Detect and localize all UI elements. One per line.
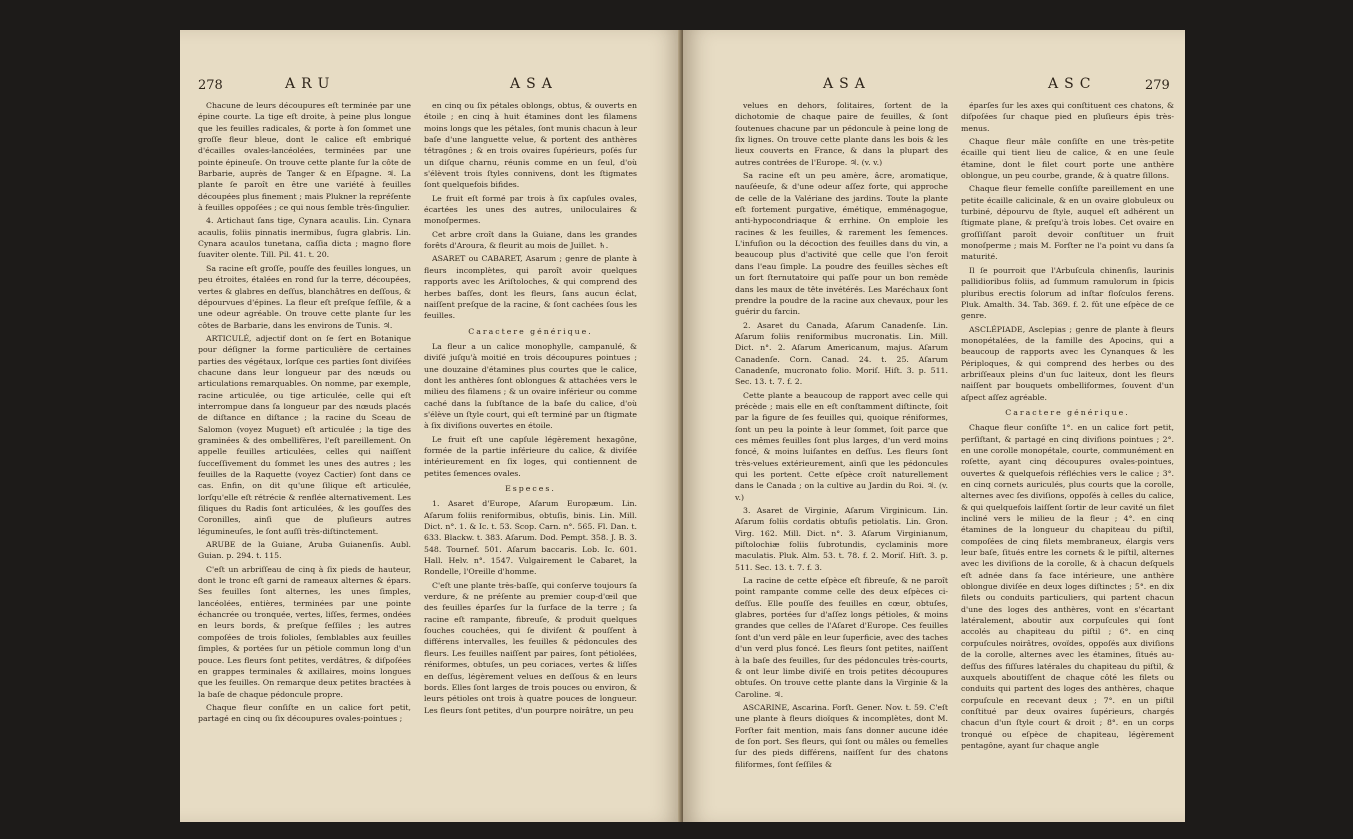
paragraph: Chaque fleur femelle conſiſte pareillement en une petite écaille calicinale, & en un ovaire globuleux ou turbiné, dépourvu de ſtyle, auquel eſt adhérent un ſtigmate plane, & preſqu'à trois lobes. Cet ovaire en groſſiſſant paroît devoir conſtituer un fruit monoſperme ; mais M. Forſter ne l'a point vu dans ſa maturité. xyxy=(961,184,1174,262)
paragraph: ARUBE de la Guiane, Aruba Guianenſis. Aubl. Guian. p. 294. t. 115. xyxy=(198,540,411,561)
right-page xyxy=(683,30,1185,822)
paragraph: Sa racine eſt groſſe, pouſſe des feuilles longues, un peu étroites, étalées en rond ſur la terre, découpées, vertes & glabres en deſſus, blanchâtres en deſſous, & dépourvues d'épines. La fleur eſt preſque ſeſſile, & a une odeur agréable. On trouve cette plante ſur les côtes de Barbarie, dans les environs de Tunis. ♃. xyxy=(198,263,411,330)
paragraph: 3. Asaret de Virginie, Aſarum Virginicum. Lin. Aſarum foliis cordatis obtuſis petiolatis. Lin. Gron. Virg. 162. Mill. Dict. n°. 3. Aſarum Virginianum, piſtolochiæ foliis ſubrotundis, cyclaminis more maculatis. Pluk. Alm. 53. t. 78. f. 2. Moriſ. Hiſt. 3. p. 511. Sec. 13. t. 7. f. 3. xyxy=(735,506,948,572)
paragraph: C'eſt un arbriſſeau de cinq à ſix pieds de hauteur, dont le tronc eſt garni de rameaux alternes & épars. Ses feuilles ſont alternes, les unes ſimples, lancéolées, entières, terminées par une pointe échancrée ou tronquée, vertes, liſſes, fermes, ondées en leurs bords, & preſque ſeſſiles ; les autres compoſées de trois folioles, ſemblables aux feuilles ſimples, & portées ſur un pétiole commun long d'un pouce. Les fleurs ſont petites, verdâtres, & diſpoſées en grappes terminales & axillaires, moins longues que les feuilles. On remarque deux petites bractées à la baſe de chaque pédoncule propre. xyxy=(198,564,411,699)
section-heading: Especes. xyxy=(505,484,556,493)
running-head-left: ARU xyxy=(285,76,336,92)
paragraph: 2. Asaret du Canada, Aſarum Canadenſe. Lin. Aſarum foliis reniformibus mucronatis. Lin. Mill. Dict. n°. 2. Aſarum Americanum, majus. Aſarum Canadenſe. Corn. Canad. 24. t. 25. Aſarum Canadenſe, mucronato folio. Moriſ. Hiſt. 3. p. 511. Sec. 13. t. 7. f. 2. xyxy=(735,320,948,387)
running-head-left: ASA xyxy=(823,76,871,92)
paragraph: Chaque fleur conſiſte 1°. en un calice fort petit, perſiſtant, & partagé en cinq diviſions pointues ; 2°. en une corolle monopétale, courte, communément en roſette, ayant cinq découpures ovales-pointues, ouvertes & quelquefois réfléchies vers le calice ; 3°. en cinq cornets auriculés, plus courts que la corolle, alternes avec ſes diviſions, oppoſés à celles du calice, & qui quelquefois laiſſent ſortir de leur cavité un filet incliné vers le milieu de la fleur ; 4°. en cinq étamines de la longueur du chapiteau du piſtil, compoſées de cinq filets membraneux, élargis vers leur baſe, ſitués entre les cornets & le piſtil, alternes avec les diviſions de la corolle, & à chacun deſquels eſt adnée dans ſa face intérieure, une anthère oblongue diviſée en deux loges diſtinctes ; 5°. en dix filets ou conduits particuliers, qui partent chacun d'une des loges des anthères, vont en s'écartant latéralement, aboutir aux corpuſcules qui ſont accolés au chapiteau du piſtil ; 6°. en cinq corpuſcules noirâtres, ovoïdes, oppoſés aux diviſions de la corolle, alternes avec les étamines, ſitués au-deſſus des fiſſures latérales du chapiteau du piſtil, & auxquels aboutiſſent de chaque côté les filets ou conduits qui partent des loges des anthères, chaque corpuſcule en recevant deux ; 7°. en un piſtil conſtitué par deux ovaires ſupérieurs, chargés chacun d'un ſtyle court & droit ; 8°. en un corps tronqué ou eſpèce de chapiteau, légèrement pentagône, ayant ſur chaque angle xyxy=(961,423,1174,750)
paragraph: éparſes ſur les axes qui conſtituent ces chatons, & diſpoſées ſur chaque pied en pluſieurs épis très-menus. xyxy=(961,101,1174,133)
paragraph: en cinq ou ſix pétales oblongs, obtus, & ouverts en étoile ; en cinq à huit étamines dont les filamens moins longs que les pétales, ſont munis chacun à leur baſe d'une languette velue, & portent des anthères tétragônes ; & en trois ovaires ſupérieurs, poſés ſur un diſque charnu, réunis comme en un ſeul, d'où s'élèvent trois ſtyles connivens, dont les ſtigmates ſont quelquefois bifides. xyxy=(424,101,637,190)
paragraph: Sa racine eſt un peu amère, âcre, aromatique, nauſéeuſe, & d'une odeur aſſez forte, qui approche de celle de la Valériane des jardins. Toute la plante eſt fortement purgative, émétique, emménagogue, anti-hypocondriaque & errhine. On emploie les racines & les feuilles, & rarement les ſemences. L'infuſion ou la décoction des feuilles dans du vin, a beaucoup plus d'activité que celle que l'on feroit dans l'eau ſimple. La poudre des feuilles sèches eſt un fort ſternutatoire qui paſſe pour un bon remède dans les maux de tête invétérés. Les Maréchaux ſont prendre la poudre de la racine aux chevaux, pour les guérir du farcin. xyxy=(735,171,948,317)
paragraph: ASCARINE, Ascarina. Forſt. Gener. Nov. t. 59. C'eſt une plante à fleurs dioïques & incomplètes, dont M. Forſter fait mention, mais ſans donner aucune idée de ſon port. Ses fleurs, qui ſont ou mâles ou femelles ſur des pieds différens, naiſſent ſur des chatons filiformes, ſont ſeſſiles & xyxy=(735,702,948,769)
paragraph: Cette plante a beaucoup de rapport avec celle qui précède ; mais elle en eſt conſtamment diſtincte, ſoit par la figure de ſes feuilles qui, quoique réniformes, ſont un peu la pointe à leur ſommet, ſoit parce que ces mêmes feuilles ſont plus larges, d'un verd moins foncé, & moins luiſantes en deſſus. Les fleurs ſont très-velues extérieurement, ainſi que les pédoncules qui les portent. Cette eſpèce croît naturellement dans le Canada ; on la cultive au Jardin du Roi. ♃. (v. v.) xyxy=(735,390,948,502)
paragraph: 1. Asaret d'Europe, Aſarum Europæum. Lin. Aſarum foliis reniformibus, obtuſis, binis. Lin. Mill. Dict. n°. 1. & Ic. t. 53. Scop. Carn. n°. 565. Fl. Dan. t. 633. Blackw. t. 383. Aſarum. Dod. Pempt. 358. J. B. 3. 548. Tournef. 501. Aſarum baccaris. Lob. Ic. 601. Hall. Helv. n°. 1547. Vulgairement le Cabaret, la Rondelle, l'Oreille d'homme. xyxy=(424,499,637,577)
paragraph: La fleur a un calice monophylle, campanulé, & diviſé juſqu'à moitié en trois découpures pointues ; une douzaine d'étamines plus courtes que le calice, dont les anthères ſont oblongues & attachées vers le milieu des filamens ; & un ovaire inférieur ou comme caché dans la ſubſtance de la baſe du calice, d'où s'élève un ſtyle court, qui eſt terminé par un ſtigmate à ſix diviſions ouvertes en étoile. xyxy=(424,341,637,431)
paragraph: ASCLÉPIADE, Asclepias ; genre de plante à fleurs monopétalées, de la famille des Apocins, qui a beaucoup de rapports avec les Cynanques & les Périploques, & qui comprend des herbes ou des arbriſſeaux pleins d'un ſuc laiteux, dont les fleurs naiſſent par bouquets ombelliformes, ſouvent d'un aſpect aſſez agréable. xyxy=(961,324,1174,402)
open-book xyxy=(180,30,1185,822)
running-head-right: ASC xyxy=(1048,76,1097,92)
text-column-1 xyxy=(735,100,948,772)
paragraph: Chaque fleur mâle conſiſte en une très-petite écaille qui tient lieu de calice, & en une ſeule étamine, dont le filet court porte une anthère oblongue, un peu courbe, grande, & à quatre ſillons. xyxy=(961,137,1174,181)
text-column-1 xyxy=(198,100,411,727)
paragraph: La racine de cette eſpèce eſt fibreuſe, & ne paroît point rampante comme celle des deux eſpèces ci-deſſus. Elle pouſſe des feuilles en cœur, obtuſes, glabres, portées ſur d'aſſez longs pétioles, & moins grandes que celles de l'Aſaret d'Europe. Ces feuilles ſont d'un verd pâle en leur ſuperficie, avec des taches d'un verd plus foncé. Les fleurs ſont petites, naiſſent à la baſe des feuilles, ſur des pédoncules très-courts, & ont leur limbe diviſé en trois petites découpures obtuſes. On trouve cette plante dans la Virginie & la Caroline. ♃. xyxy=(735,576,949,699)
paragraph: velues en dehors, ſolitaires, ſortent de la dichotomie de chaque paire de feuilles, & ſont ſoutenues chacune par un pédoncule à peine long de ſix lignes. On trouve cette plante dans les bois & les lieux couverts en France, & dans la plupart des autres contrées de l'Europe. ♃. (v. v.) xyxy=(735,101,948,167)
section-heading: Caractere générique. xyxy=(468,326,593,336)
running-head-right: ASA xyxy=(510,76,558,92)
page-number: 278 xyxy=(198,78,223,93)
paragraph: Chacune de leurs découpures eſt terminée par une épine courte. La tige eſt droite, à peine plus longue que les feuilles radicales, & porte à ſon ſommet une groſſe fleur bleue, dont le calice eſt embriqué d'écailles ovales-lancéolées, terminées par une pointe épineuſe. On trouve cette plante ſur la côte de Barbarie, auprès de Tanger & en Eſpagne. ♃. La plante ſe paroît en être une variété à feuilles découpées plus finement ; mais Plukner la repréſente à feuilles oppoſées ; ce qui nous ſemble très-ſingulier. xyxy=(198,101,411,213)
page-number: 279 xyxy=(1145,78,1170,93)
paragraph: C'eſt une plante très-baſſe, qui conſerve toujours ſa verdure, & ne préſente au premier coup-d'œil que des feuilles éparſes ſur la ſurface de la terre ; ſa racine eſt rampante, fibreuſe, & produit quelques ſouches couchées, qui ſe diviſent & pouſſent à différens intervalles, les feuilles & pédoncules des fleurs. Les feuilles naiſſent par paires, ſont pétiolées, réniformes, obtuſes, un peu coriaces, vertes & liſſes en deſſus, légèrement velues en deſſous & en leurs bords. Elles ſont larges de trois pouces ou environ, & leurs pétioles ont trois à quatre pouces de longueur. Les fleurs ſont petites, d'un pourpre noirâtre, un peu xyxy=(424,580,637,715)
paragraph: Chaque fleur conſiſte en un calice fort petit, partagé en cinq ou ſix découpures ovales-pointues ; xyxy=(198,702,411,724)
section-heading: Caractere générique. xyxy=(1005,407,1130,417)
left-page xyxy=(180,30,682,822)
paragraph: Cet arbre croît dans la Guiane, dans les grandes forêts d'Aroura, & fleurit au mois de Juillet. ♄. xyxy=(424,229,637,251)
text-column-2 xyxy=(424,100,637,718)
paragraph: Le fruit eſt formé par trois à ſix capſules ovales, écartées les unes des autres, uniloculaires & monoſpermes. xyxy=(424,193,637,226)
text-column-2 xyxy=(961,100,1174,753)
paragraph: ASARET ou CABARET, Asarum ; genre de plante à fleurs incomplètes, qui paroît avoir quelques rapports avec les Ariſtoloches, & qui comprend des herbes baſſes, dont les fleurs, ſans aucun éclat, naiſſent preſque de la racine, & ſont cachées ſous les feuilles. xyxy=(424,254,637,321)
paragraph: 4. Artichaut ſans tige, Cynara acaulis. Lin. Cynara acaulis, foliis pinnatis inermibus, ſugra glabris. Lin. Cynara acaulos tunetana, caſſia dicta ; magno flore ſuaviter olente. Till. Pil. 41. t. 20. xyxy=(198,216,411,260)
paragraph: Il ſe pourroit que l'Arbuſcula chinenſis, laurinis pallidioribus foliis, ad ſummum ramulorum in ſpicis pluribus erectis ſolorum ad inſtar floſculos ferens. Pluk. Amalth. 34. Tab. 369. f. 2. fût une eſpèce de ce genre. xyxy=(961,265,1174,321)
paragraph: ARTICULÉ, adjectif dont on ſe ſert en Botanique pour déſigner la forme particulière de certaines parties des végétaux, lorſque ces parties ſont diviſées chacune dans leur longueur par des nœuds ou articulations remarquables. On nomme, par exemple, racine articulée, ou tige articulée, celle qui eſt interrompue dans ſa longueur par des nœuds placés de diſtance en diſtance ; la racine du Sceau de Salomon (voyez Muguet) eſt articulée ; la tige des graminées & des ombellifères, l'eſt pareillement. On appelle feuilles articulées, celles qui naiſſent ſucceſſivement du ſommet les unes des autres ; les feuilles de la Raquette (voyez Cactier) ſont dans ce cas. Enfin, on dit qu'une ſilique eſt articulée, lorſqu'elle eſt rétrécie & renflée alternativement. Les ſiliques du Radis ſont articulées, & les gouſſes des Coronilles, ainſi que de pluſieurs autres légumineuſes, le ſont auſſi très-diſtinctement. xyxy=(198,333,411,536)
paragraph: Le fruit eſt une capſule légèrement hexagône, formée de la partie inférieure du calice, & diviſée intérieurement en ſix loges, qui contiennent de petites ſemences ovales. xyxy=(424,434,637,478)
